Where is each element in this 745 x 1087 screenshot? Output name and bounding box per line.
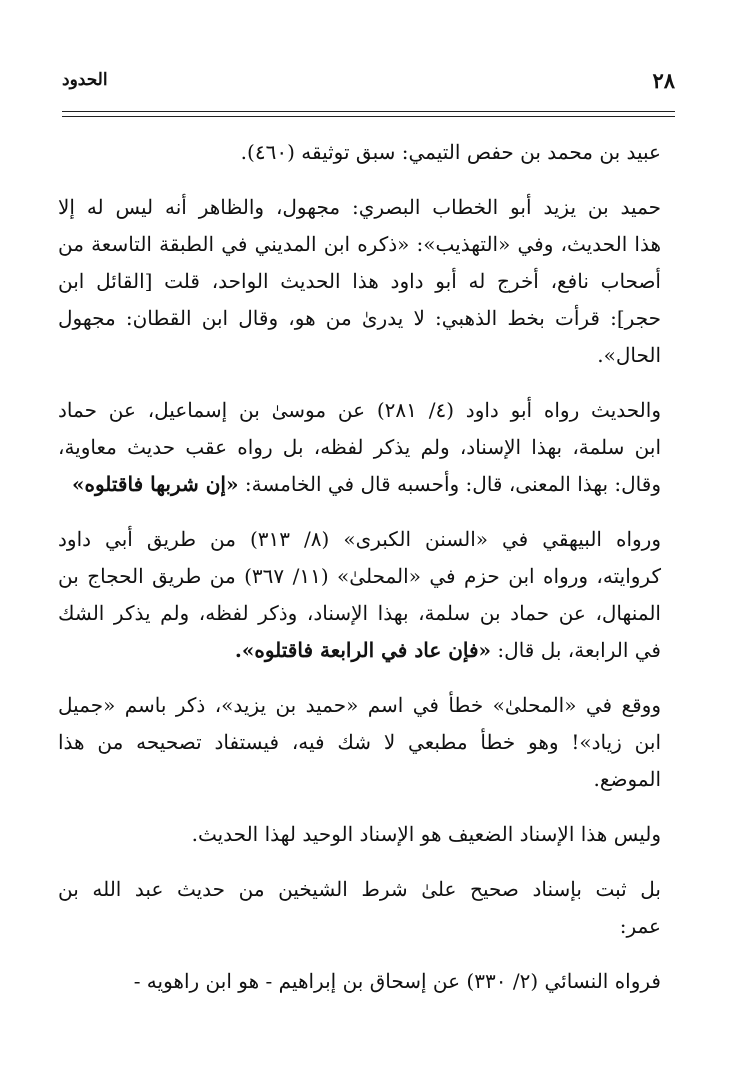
text-line bbox=[58, 871, 661, 908]
header-rule-top bbox=[62, 111, 675, 112]
line-text: أصحاب نافع، أخرج له أبو داود هذا الحديث الواحد، قلت [القائل ابن bbox=[58, 269, 661, 293]
text-line bbox=[58, 687, 661, 724]
line-text: بل ثبت بإسناد صحيح علىٰ شرط الشيخين من حديث عبد الله بن bbox=[58, 877, 661, 901]
text-line bbox=[58, 134, 661, 171]
paragraph bbox=[58, 816, 661, 853]
header-rule-bottom bbox=[62, 116, 675, 117]
line-text: الحال». bbox=[597, 343, 661, 367]
text-line bbox=[58, 816, 661, 853]
text-line bbox=[58, 429, 661, 466]
line-text: كروايته، ورواه ابن حزم في «المحلىٰ» (١١/ ٣٦٧) من طريق الحجاج بن bbox=[58, 564, 661, 588]
line-text: عمر: bbox=[619, 914, 661, 938]
page-number: ٢٨ bbox=[652, 68, 675, 93]
text-line bbox=[58, 337, 661, 374]
text-line bbox=[58, 595, 661, 632]
paragraph bbox=[58, 189, 661, 374]
quoted-hadith-text: «فإن عاد في الرابعة فاقتلوه». bbox=[234, 638, 492, 662]
line-text: حجر]: قرأت بخط الذهبي: لا يدرىٰ من هو، وقال ابن القطان: مجهول bbox=[58, 306, 661, 330]
line-text: ابن سلمة، بهذا الإسناد، ولم يذكر لفظه، بل رواه عقب حديث معاوية، bbox=[58, 435, 661, 459]
text-line bbox=[58, 189, 661, 226]
text-line bbox=[58, 761, 661, 798]
line-text: والحديث رواه أبو داود (٤/ ٢٨١) عن موسىٰ بن إسماعيل، عن حماد bbox=[58, 398, 661, 422]
line-text: عبيد بن محمد بن حفص التيمي: سبق توثيقه (٤٦٠). bbox=[240, 140, 661, 164]
text-line bbox=[58, 226, 661, 263]
text-line bbox=[58, 558, 661, 595]
quoted-hadith-text: «إن شربها فاقتلوه» bbox=[71, 472, 239, 496]
body-text bbox=[58, 134, 661, 1000]
running-title: الحدود bbox=[62, 70, 108, 90]
line-text: وليس هذا الإسناد الضعيف هو الإسناد الوحيد لهذا الحديث. bbox=[191, 822, 661, 846]
text-line bbox=[58, 300, 661, 337]
line-text: هذا الحديث، وفي «التهذيب»: «ذكره ابن المديني في الطبقة التاسعة من bbox=[58, 232, 661, 256]
paragraph bbox=[58, 963, 661, 1000]
paragraph bbox=[58, 392, 661, 503]
text-line bbox=[58, 392, 661, 429]
text-line bbox=[58, 908, 661, 945]
text-line bbox=[58, 466, 661, 503]
line-text: فرواه النسائي (٢/ ٣٣٠) عن إسحاق بن إبراهيم - هو ابن راهويه - bbox=[133, 969, 661, 993]
line-text: ووقع في «المحلىٰ» خطأ في اسم «حميد بن يزيد»، ذكر باسم «جميل bbox=[58, 693, 661, 717]
page-header bbox=[62, 68, 675, 98]
line-text: في الرابعة، بل قال: bbox=[497, 638, 661, 662]
text-line bbox=[58, 263, 661, 300]
paragraph bbox=[58, 134, 661, 171]
line-text: وقال: بهذا المعنى، قال: وأحسبه قال في الخامسة: bbox=[244, 472, 661, 496]
line-text: المنهال، عن حماد بن سلمة، بهذا الإسناد، وذكر لفظه، ولم يذكر الشك bbox=[58, 601, 661, 625]
text-line bbox=[58, 963, 661, 1000]
line-text: ورواه البيهقي في «السنن الكبرى» (٨/ ٣١٣) من طريق أبي داود bbox=[58, 527, 661, 551]
line-text: حميد بن يزيد أبو الخطاب البصري: مجهول، والظاهر أنه ليس له إلا bbox=[58, 195, 661, 219]
line-text: الموضع. bbox=[593, 767, 661, 791]
paragraph bbox=[58, 521, 661, 669]
text-line bbox=[58, 632, 661, 669]
line-text: ابن زياد»! وهو خطأ مطبعي لا شك فيه، فيستفاد تصحيحه من هذا bbox=[58, 730, 661, 754]
paragraph bbox=[58, 687, 661, 798]
paragraph bbox=[58, 871, 661, 945]
text-line bbox=[58, 521, 661, 558]
text-line bbox=[58, 724, 661, 761]
